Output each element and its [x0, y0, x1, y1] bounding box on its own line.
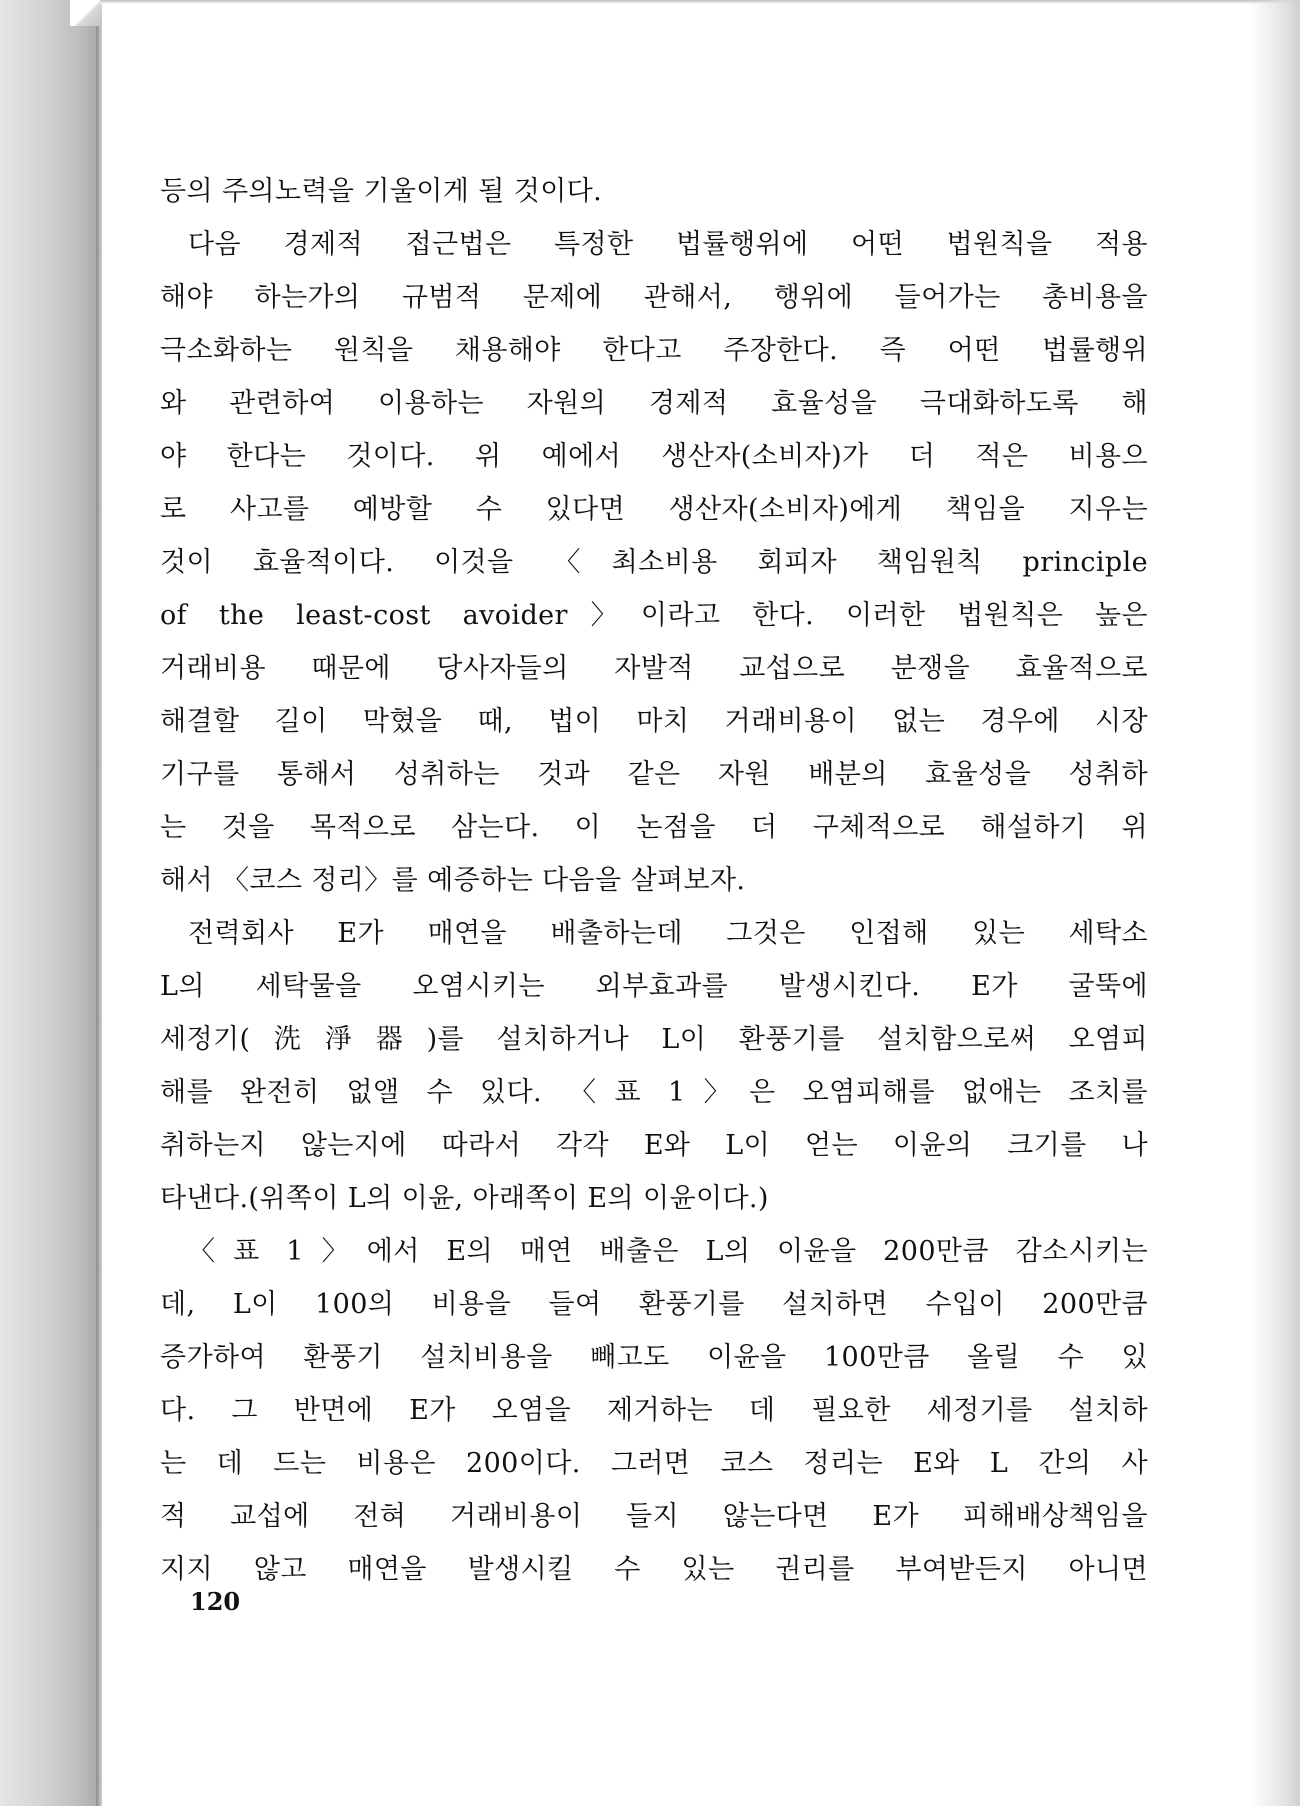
text-line: 증가하여 환풍기 설치비용을 빼고도 이윤을 100만큼 올릴 수 있: [160, 1342, 1148, 1373]
text-line: 데, L이 100의 비용을 들여 환풍기를 설치하면 수입이 200만큼: [160, 1289, 1148, 1320]
text-line: 전력회사 E가 매연을 배출하는데 그것은 인접해 있는 세탁소: [188, 918, 1148, 949]
text-line: 로 사고를 예방할 수 있다면 생산자(소비자)에게 책임을 지우는: [160, 494, 1148, 525]
text-line: 세정기(洗淨器)를 설치하거나 L이 환풍기를 설치함으로써 오염피: [160, 1024, 1148, 1055]
text-line: 와 관련하여 이용하는 자원의 경제적 효율성을 극대화하도록 해: [160, 388, 1148, 419]
text-line: 다음 경제적 접근법은 특정한 법률행위에 어떤 법원칙을 적용: [188, 229, 1148, 260]
book-spine: [0, 0, 100, 1806]
text-line: 것이 효율적이다. 이것을 〈최소비용 회피자 책임원칙 principle: [160, 547, 1148, 578]
text-line: 해를 완전히 없앨 수 있다. 〈표 1〉은 오염피해를 없애는 조치를: [160, 1077, 1148, 1108]
text-line: 등의 주의노력을 기울이게 될 것이다.: [160, 176, 603, 207]
text-line: 는 것을 목적으로 삼는다. 이 논점을 더 구체적으로 해설하기 위: [160, 812, 1148, 843]
text-line: L의 세탁물을 오염시키는 외부효과를 발생시킨다. E가 굴뚝에: [160, 971, 1148, 1002]
text-line: 기구를 통해서 성취하는 것과 같은 자원 배분의 효율성을 성취하: [160, 759, 1148, 790]
text-line: 거래비용 때문에 당사자들의 자발적 교섭으로 분쟁을 효율적으로: [160, 653, 1148, 684]
text-line: 타낸다.(위쪽이 L의 이윤, 아래쪽이 E의 이윤이다.): [160, 1183, 769, 1214]
body-text: [160, 165, 1148, 1596]
text-line: 취하는지 않는지에 따라서 각각 E와 L이 얻는 이윤의 크기를 나: [160, 1130, 1148, 1161]
text-line: 해야 하는가의 규범적 문제에 관해서, 행위에 들어가는 총비용을: [160, 282, 1148, 313]
text-line: 적 교섭에 전혀 거래비용이 들지 않는다면 E가 피해배상책임을: [160, 1501, 1148, 1532]
text-line: 다. 그 반면에 E가 오염을 제거하는 데 필요한 세정기를 설치하: [160, 1395, 1148, 1426]
text-line: of the least-cost avoider〉이라고 한다. 이러한 법원칙은 높은: [160, 600, 1148, 631]
text-line: 는 데 드는 비용은 200이다. 그러면 코스 정리는 E와 L 간의 사: [160, 1448, 1148, 1479]
text-line: 해서 〈코스 정리〉를 예증하는 다음을 살펴보자.: [160, 865, 746, 896]
text-line: 해결할 길이 막혔을 때, 법이 마치 거래비용이 없는 경우에 시장: [160, 706, 1148, 737]
text-line: 야 한다는 것이다. 위 예에서 생산자(소비자)가 더 적은 비용으: [160, 441, 1148, 472]
page-number: 120: [190, 1587, 241, 1616]
text-line: 지지 않고 매연을 발생시킬 수 있는 권리를 부여받든지 아니면: [160, 1554, 1148, 1585]
text-line: 극소화하는 원칙을 채용해야 한다고 주장한다. 즉 어떤 법률행위: [160, 335, 1148, 366]
text-line: 〈표 1〉에서 E의 매연 배출은 L의 이윤을 200만큼 감소시키는: [188, 1236, 1148, 1267]
page-right-shadow: [1250, 0, 1300, 1806]
